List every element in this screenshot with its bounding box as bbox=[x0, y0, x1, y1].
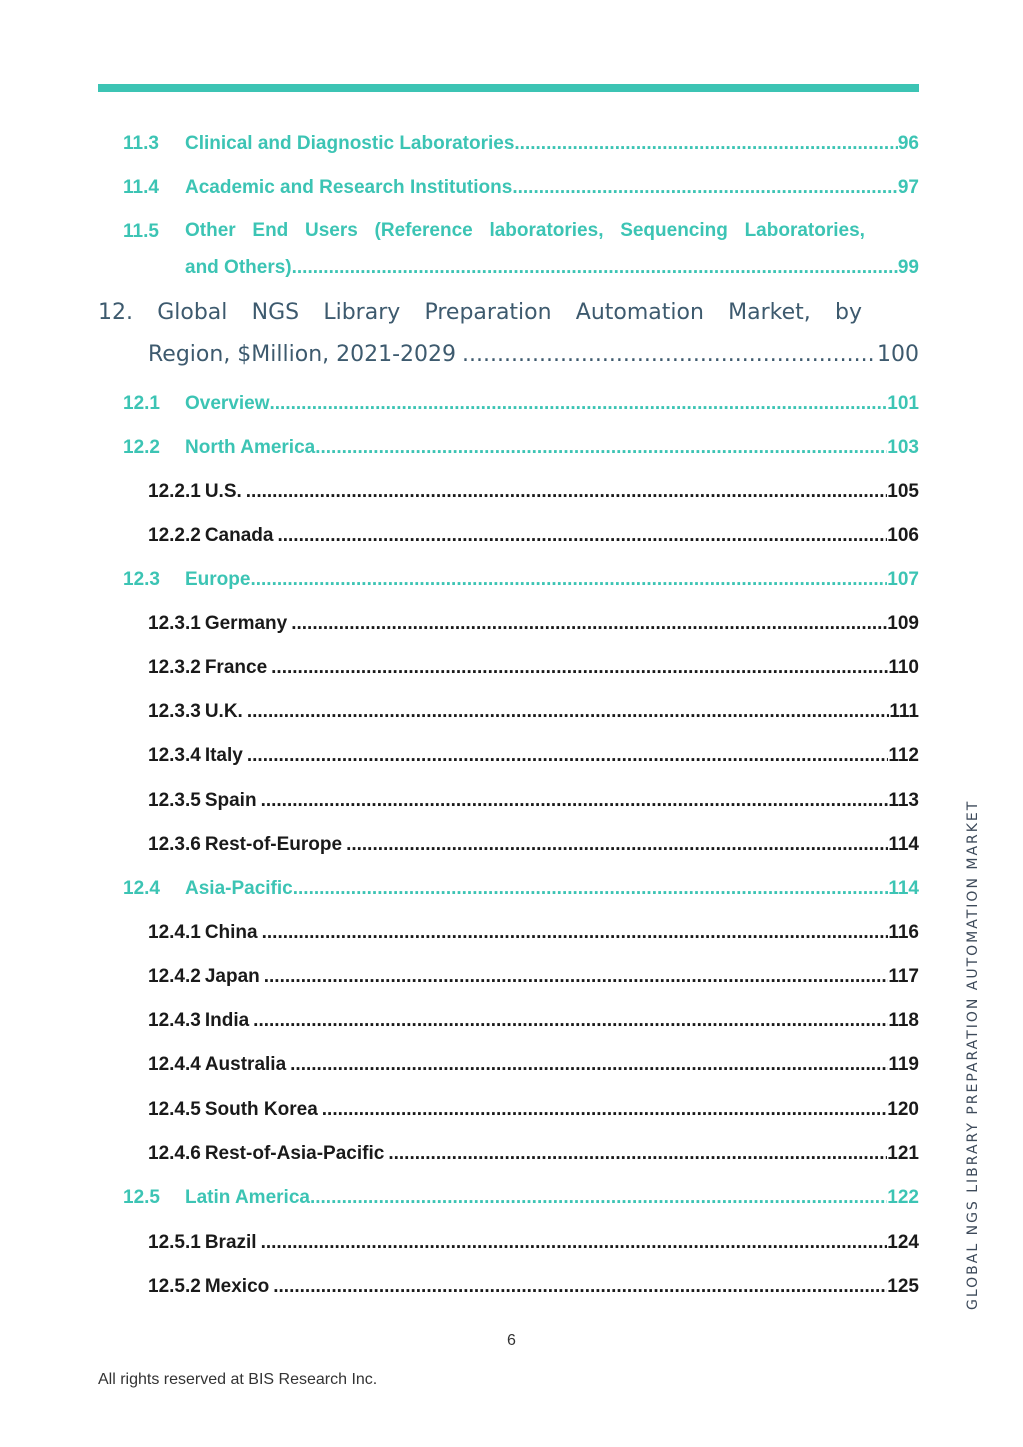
toc-leader bbox=[462, 342, 873, 367]
toc-page: 110 bbox=[888, 657, 919, 678]
toc-leader bbox=[261, 789, 889, 813]
toc-title-word: (Reference bbox=[374, 220, 473, 241]
toc-number: 12.4.5 bbox=[148, 1099, 201, 1120]
toc-title: Canada bbox=[204, 525, 274, 546]
footer-copyright: All rights reserved at BIS Research Inc. bbox=[98, 1371, 378, 1388]
toc-title-word: Other bbox=[185, 220, 236, 241]
toc-number: 12.2 bbox=[123, 437, 160, 458]
header-rule bbox=[98, 84, 919, 92]
toc-page: 118 bbox=[888, 1010, 919, 1031]
toc-number: 11.5 bbox=[123, 221, 159, 242]
toc-entry-12-2-2[interactable] bbox=[0, 524, 919, 548]
toc-page: 99 bbox=[897, 257, 919, 278]
toc-number: 12.4.1 bbox=[148, 922, 201, 943]
toc-entry-12-5-1[interactable] bbox=[0, 1231, 919, 1255]
toc-title: Rest-of-Asia-Pacific bbox=[204, 1143, 385, 1164]
toc-number: 12.5.1 bbox=[148, 1232, 201, 1253]
toc-leader bbox=[273, 1275, 887, 1299]
toc-number: 12.3.1 bbox=[148, 613, 201, 634]
chapter-title-word: NGS bbox=[251, 300, 300, 325]
toc-number: 12.4 bbox=[123, 878, 160, 899]
chapter-title-continued: Region, $Million, 2021-2029 bbox=[148, 342, 457, 367]
toc-title-line1 bbox=[185, 220, 865, 242]
toc-page: 106 bbox=[887, 525, 919, 546]
toc-page: 120 bbox=[887, 1099, 919, 1120]
toc-title: France bbox=[204, 657, 268, 678]
toc-leader bbox=[322, 1098, 888, 1122]
toc-page: 105 bbox=[887, 481, 919, 502]
toc-leader bbox=[514, 132, 897, 156]
toc-page: 124 bbox=[887, 1232, 919, 1253]
toc-leader bbox=[247, 700, 890, 724]
toc-leader bbox=[246, 480, 888, 504]
toc-page: 96 bbox=[897, 133, 919, 154]
toc-title: North America bbox=[185, 437, 316, 458]
toc-title: Europe bbox=[185, 569, 251, 590]
toc-entry-12-4-3[interactable] bbox=[0, 1009, 919, 1033]
chapter-title-word: Preparation bbox=[424, 300, 552, 325]
toc-page: 103 bbox=[887, 437, 919, 458]
toc-leader bbox=[247, 744, 888, 768]
toc-page: 117 bbox=[888, 966, 919, 987]
toc-title-word: Sequencing bbox=[620, 220, 728, 241]
toc-number: 12.3.2 bbox=[148, 657, 201, 678]
toc-title: Asia-Pacific bbox=[185, 878, 293, 899]
toc-entry-12-3-2[interactable] bbox=[0, 656, 919, 680]
toc-page: 119 bbox=[888, 1054, 919, 1075]
chapter-title-line1 bbox=[98, 300, 862, 325]
chapter-title-word: Library bbox=[323, 300, 401, 325]
toc-title: China bbox=[204, 922, 258, 943]
toc-page: 116 bbox=[888, 922, 919, 943]
toc-title: Germany bbox=[204, 613, 288, 634]
toc-title: Italy bbox=[204, 745, 243, 766]
toc-title: India bbox=[204, 1010, 250, 1031]
toc-page: 101 bbox=[887, 393, 919, 414]
toc-page: 121 bbox=[887, 1143, 919, 1164]
toc-number: 11.4 bbox=[123, 177, 159, 198]
toc-number: 11.3 bbox=[123, 133, 159, 154]
toc-page: 113 bbox=[888, 790, 919, 811]
toc-number: 12.3 bbox=[123, 569, 160, 590]
toc-leader bbox=[292, 256, 898, 280]
toc-title-continued: and Others) bbox=[185, 257, 292, 278]
chapter-title-line2 bbox=[148, 342, 919, 367]
toc-number: 12.3.6 bbox=[148, 834, 201, 855]
toc-entry-12-3-4[interactable] bbox=[0, 744, 919, 768]
toc-title: Australia bbox=[204, 1054, 287, 1075]
toc-title-word: Users bbox=[304, 220, 358, 241]
toc-leader bbox=[310, 1186, 887, 1210]
toc-number: 12.3.4 bbox=[148, 745, 201, 766]
toc-title: Japan bbox=[204, 966, 260, 987]
toc-number: 12.5.2 bbox=[148, 1276, 201, 1297]
toc-leader bbox=[270, 392, 888, 416]
page-number: 6 bbox=[507, 1332, 516, 1349]
toc-number: 12.4.3 bbox=[148, 1010, 201, 1031]
toc-number: 12.2.1 bbox=[148, 481, 201, 502]
toc-page: 100 bbox=[877, 342, 919, 367]
toc-entry-12-5-2[interactable] bbox=[0, 1275, 919, 1299]
toc-title: Brazil bbox=[204, 1232, 257, 1253]
toc-entry-12-3-6[interactable] bbox=[0, 833, 919, 857]
toc-entry-12-3-3[interactable] bbox=[0, 700, 919, 724]
toc-title: Latin America bbox=[185, 1187, 310, 1208]
toc-number: 12.4.2 bbox=[148, 966, 201, 987]
toc-title: Overview bbox=[185, 393, 270, 414]
chapter-title-word: Market, bbox=[728, 300, 811, 325]
toc-page: 97 bbox=[897, 177, 919, 198]
toc-number: 12.4.6 bbox=[148, 1143, 201, 1164]
toc-number: 12.4.4 bbox=[148, 1054, 201, 1075]
toc-title: U.K. bbox=[204, 701, 243, 722]
toc-leader bbox=[346, 833, 888, 857]
toc-entry-12-3-1[interactable] bbox=[0, 612, 919, 636]
toc-leader bbox=[315, 436, 887, 460]
toc-entry-12-4-1[interactable] bbox=[0, 921, 919, 945]
toc-page: 111 bbox=[889, 701, 919, 722]
toc-leader bbox=[512, 176, 898, 200]
toc-number: 12.2.2 bbox=[148, 525, 201, 546]
toc-page: 107 bbox=[887, 569, 919, 590]
toc-entry-12-4-5[interactable] bbox=[0, 1098, 919, 1122]
chapter-title-word: Global bbox=[157, 300, 228, 325]
chapter-title-word: by bbox=[835, 300, 862, 325]
toc-title: Spain bbox=[204, 790, 257, 811]
toc-leader bbox=[291, 612, 887, 636]
toc-entry-12-4-6[interactable] bbox=[0, 1142, 919, 1166]
toc-number: 12. bbox=[98, 300, 133, 325]
toc-title: Clinical and Diagnostic Laboratories bbox=[185, 133, 515, 154]
toc-title-word: Laboratories, bbox=[744, 220, 865, 241]
toc-number: 12.3.3 bbox=[148, 701, 201, 722]
toc-page: 114 bbox=[888, 878, 919, 899]
toc-number: 12.3.5 bbox=[148, 790, 201, 811]
toc-leader bbox=[262, 921, 889, 945]
toc-leader bbox=[277, 524, 887, 548]
toc-leader bbox=[250, 568, 887, 592]
toc-title: Mexico bbox=[204, 1276, 270, 1297]
toc-leader bbox=[264, 965, 889, 989]
toc-page: 125 bbox=[887, 1276, 919, 1297]
toc-leader bbox=[388, 1142, 887, 1166]
toc-title: Rest-of-Europe bbox=[204, 834, 343, 855]
toc-leader bbox=[271, 656, 888, 680]
toc-title: U.S. bbox=[204, 481, 242, 502]
side-running-title: GLOBAL NGS LIBRARY PREPARATION AUTOMATION MARKET bbox=[965, 799, 981, 1310]
toc-page: 114 bbox=[888, 834, 919, 855]
toc-leader bbox=[290, 1053, 888, 1077]
toc-leader bbox=[253, 1009, 888, 1033]
toc-entry-12-4-4[interactable] bbox=[0, 1053, 919, 1077]
toc-entry-12-2-1[interactable] bbox=[0, 480, 919, 504]
toc-title: South Korea bbox=[204, 1099, 318, 1120]
toc-page: 109 bbox=[887, 613, 919, 634]
toc-number: 12.1 bbox=[123, 393, 160, 414]
toc-page: 112 bbox=[888, 745, 919, 766]
toc-page: 122 bbox=[887, 1187, 919, 1208]
toc-title-word: End bbox=[252, 220, 289, 241]
toc-entry-12-3-5[interactable] bbox=[0, 789, 919, 813]
toc-entry-12-4-2[interactable] bbox=[0, 965, 919, 989]
toc-title: Academic and Research Institutions bbox=[185, 177, 513, 198]
toc-leader bbox=[261, 1231, 888, 1255]
chapter-title-word: Automation bbox=[575, 300, 704, 325]
toc-title-word: laboratories, bbox=[489, 220, 604, 241]
toc-number: 12.5 bbox=[123, 1187, 160, 1208]
toc-leader bbox=[293, 877, 889, 901]
